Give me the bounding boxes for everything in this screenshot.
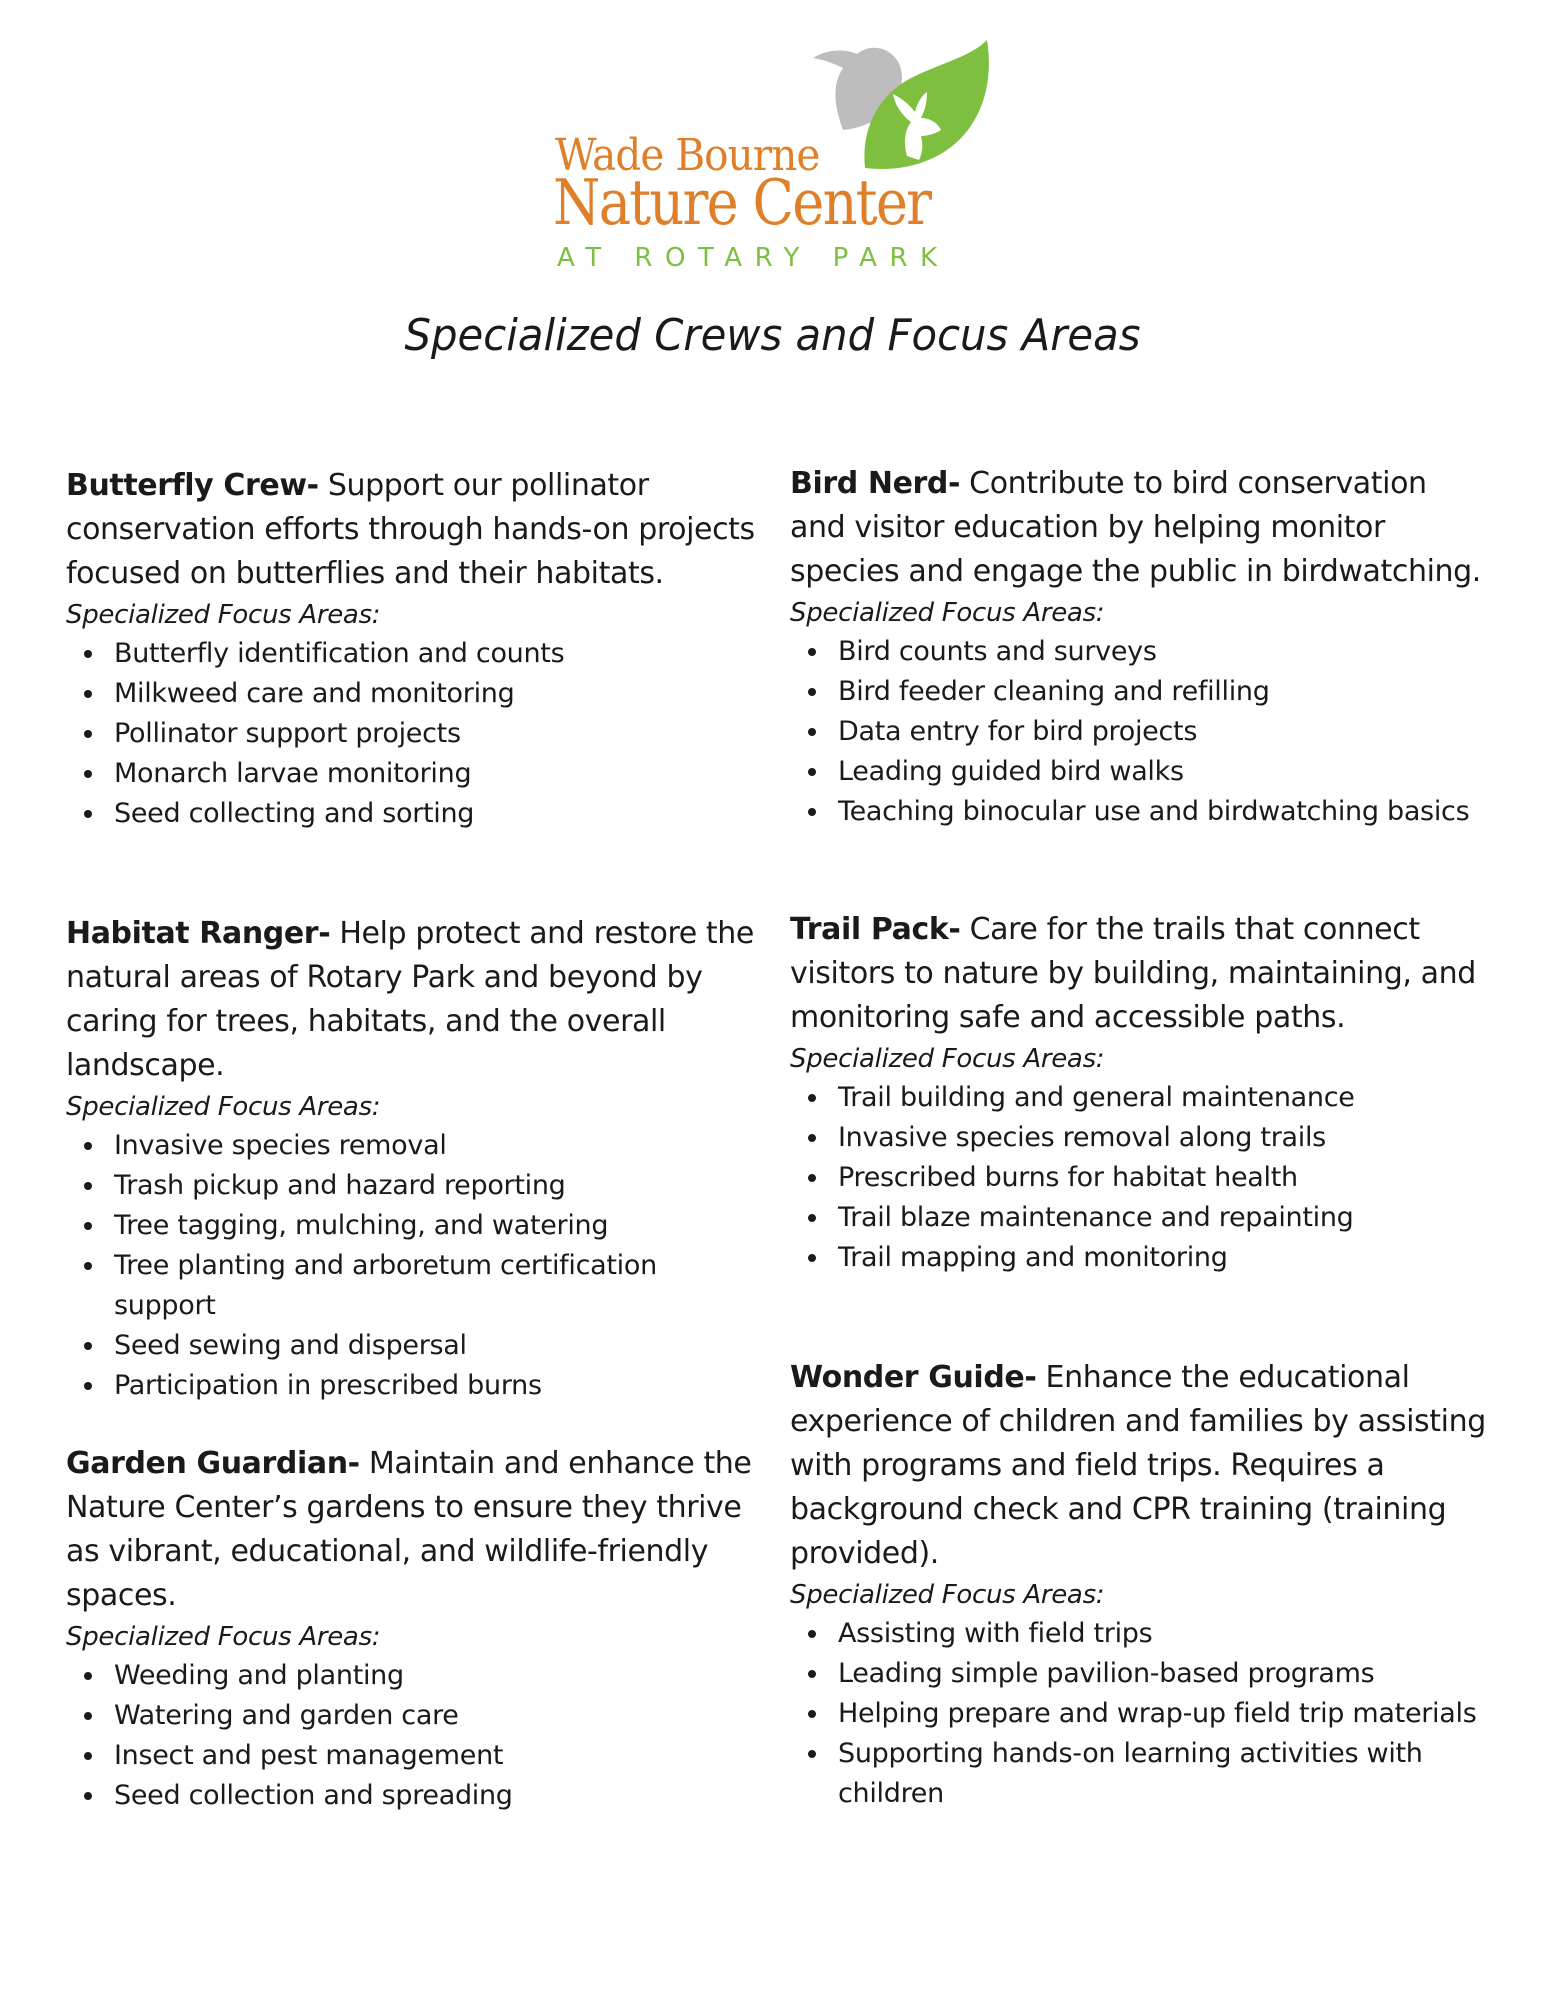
focus-label: Specialized Focus Areas:	[790, 1580, 1105, 1610]
crew-name: Butterfly Crew-	[66, 468, 319, 503]
list-item: Pollinator support projects	[114, 714, 766, 754]
bird-deer-leaf-icon	[795, 38, 995, 173]
focus-label: Specialized Focus Areas:	[66, 1092, 381, 1122]
logo	[555, 38, 995, 278]
crew-description	[790, 462, 1490, 594]
focus-label: Specialized Focus Areas:	[66, 1622, 381, 1652]
crew-summary: Contribute to bird conservation and visitor education by helping monitor species and engage the public in birdwatching.	[790, 466, 1481, 589]
focus-list	[66, 1656, 766, 1816]
list-item: Supporting hands-on learning activities with children	[838, 1734, 1490, 1814]
crew-bird	[790, 462, 1490, 832]
list-item: Insect and pest management	[114, 1736, 766, 1776]
list-item: Butterfly identification and counts	[114, 634, 766, 674]
list-item: Monarch larvae monitoring	[114, 754, 766, 794]
logo-text-line3: AT ROTARY PARK	[557, 243, 950, 273]
crew-description	[790, 908, 1490, 1040]
crew-wonder	[790, 1356, 1490, 1814]
list-item: Teaching binocular use and birdwatching basics	[838, 792, 1490, 832]
list-item: Trail building and general maintenance	[838, 1078, 1490, 1118]
list-item: Trail blaze maintenance and repainting	[838, 1198, 1490, 1238]
logo-text-line1: Wade Bourne	[555, 130, 820, 181]
list-item: Seed collection and spreading	[114, 1776, 766, 1816]
list-item: Trash pickup and hazard reporting	[114, 1166, 766, 1206]
list-item: Data entry for bird projects	[838, 712, 1490, 752]
list-item: Weeding and planting	[114, 1656, 766, 1696]
page-title: Specialized Crews and Focus Areas	[404, 310, 1141, 361]
crew-name: Trail Pack-	[790, 912, 961, 947]
list-item: Milkweed care and monitoring	[114, 674, 766, 714]
list-item: Assisting with field trips	[838, 1614, 1490, 1654]
crew-summary: Maintain and enhance the Nature Center’s gardens to ensure they thrive as vibrant, educational, and wildlife-friendly spaces.	[66, 1446, 752, 1613]
crew-name: Garden Guardian-	[66, 1446, 360, 1481]
crew-summary: Care for the trails that connect visitors to nature by building, maintaining, and monitoring safe and accessible paths.	[790, 912, 1476, 1035]
list-item: Bird feeder cleaning and refilling	[838, 672, 1490, 712]
focus-label: Specialized Focus Areas:	[66, 600, 381, 630]
focus-label: Specialized Focus Areas:	[790, 1044, 1105, 1074]
list-item: Participation in prescribed burns	[114, 1366, 766, 1406]
list-item: Leading guided bird walks	[838, 752, 1490, 792]
list-item: Bird counts and surveys	[838, 632, 1490, 672]
crew-garden	[66, 1442, 766, 1816]
crew-name: Bird Nerd-	[790, 466, 961, 501]
crew-summary: Help protect and restore the natural areas of Rotary Park and beyond by caring for trees, habitats, and the overall landscape.	[66, 916, 754, 1083]
list-item: Leading simple pavilion-based programs	[838, 1654, 1490, 1694]
list-item: Tree tagging, mulching, and watering	[114, 1206, 766, 1246]
focus-label: Specialized Focus Areas:	[790, 598, 1105, 628]
list-item: Tree planting and arboretum certification support	[114, 1246, 766, 1326]
list-item: Invasive species removal along trails	[838, 1118, 1490, 1158]
list-item: Trail mapping and monitoring	[838, 1238, 1490, 1278]
crew-summary: Support our pollinator conservation efforts through hands-on projects focused on butterflies and their habitats.	[66, 468, 755, 591]
crew-habitat	[66, 912, 766, 1406]
list-item: Watering and garden care	[114, 1696, 766, 1736]
focus-list	[790, 632, 1490, 832]
list-item: Helping prepare and wrap-up field trip materials	[838, 1694, 1490, 1734]
focus-list	[790, 1078, 1490, 1278]
crew-butterfly	[66, 464, 766, 834]
crew-trail	[790, 908, 1490, 1278]
crew-description	[66, 912, 766, 1088]
crew-name: Wonder Guide-	[790, 1360, 1037, 1395]
focus-list	[790, 1614, 1490, 1814]
crew-description	[790, 1356, 1490, 1576]
crew-description	[66, 464, 766, 596]
crew-summary: Enhance the educational experience of children and families by assisting with programs and field trips. Requires a background check and CPR training (training provided).	[790, 1360, 1486, 1571]
list-item: Seed sewing and dispersal	[114, 1326, 766, 1366]
crew-name: Habitat Ranger-	[66, 916, 331, 951]
list-item: Prescribed burns for habitat health	[838, 1158, 1490, 1198]
focus-list	[66, 634, 766, 834]
focus-list	[66, 1126, 766, 1406]
logo-text-line2: Nature Center	[553, 166, 931, 239]
crew-description	[66, 1442, 766, 1618]
list-item: Seed collecting and sorting	[114, 794, 766, 834]
list-item: Invasive species removal	[114, 1126, 766, 1166]
